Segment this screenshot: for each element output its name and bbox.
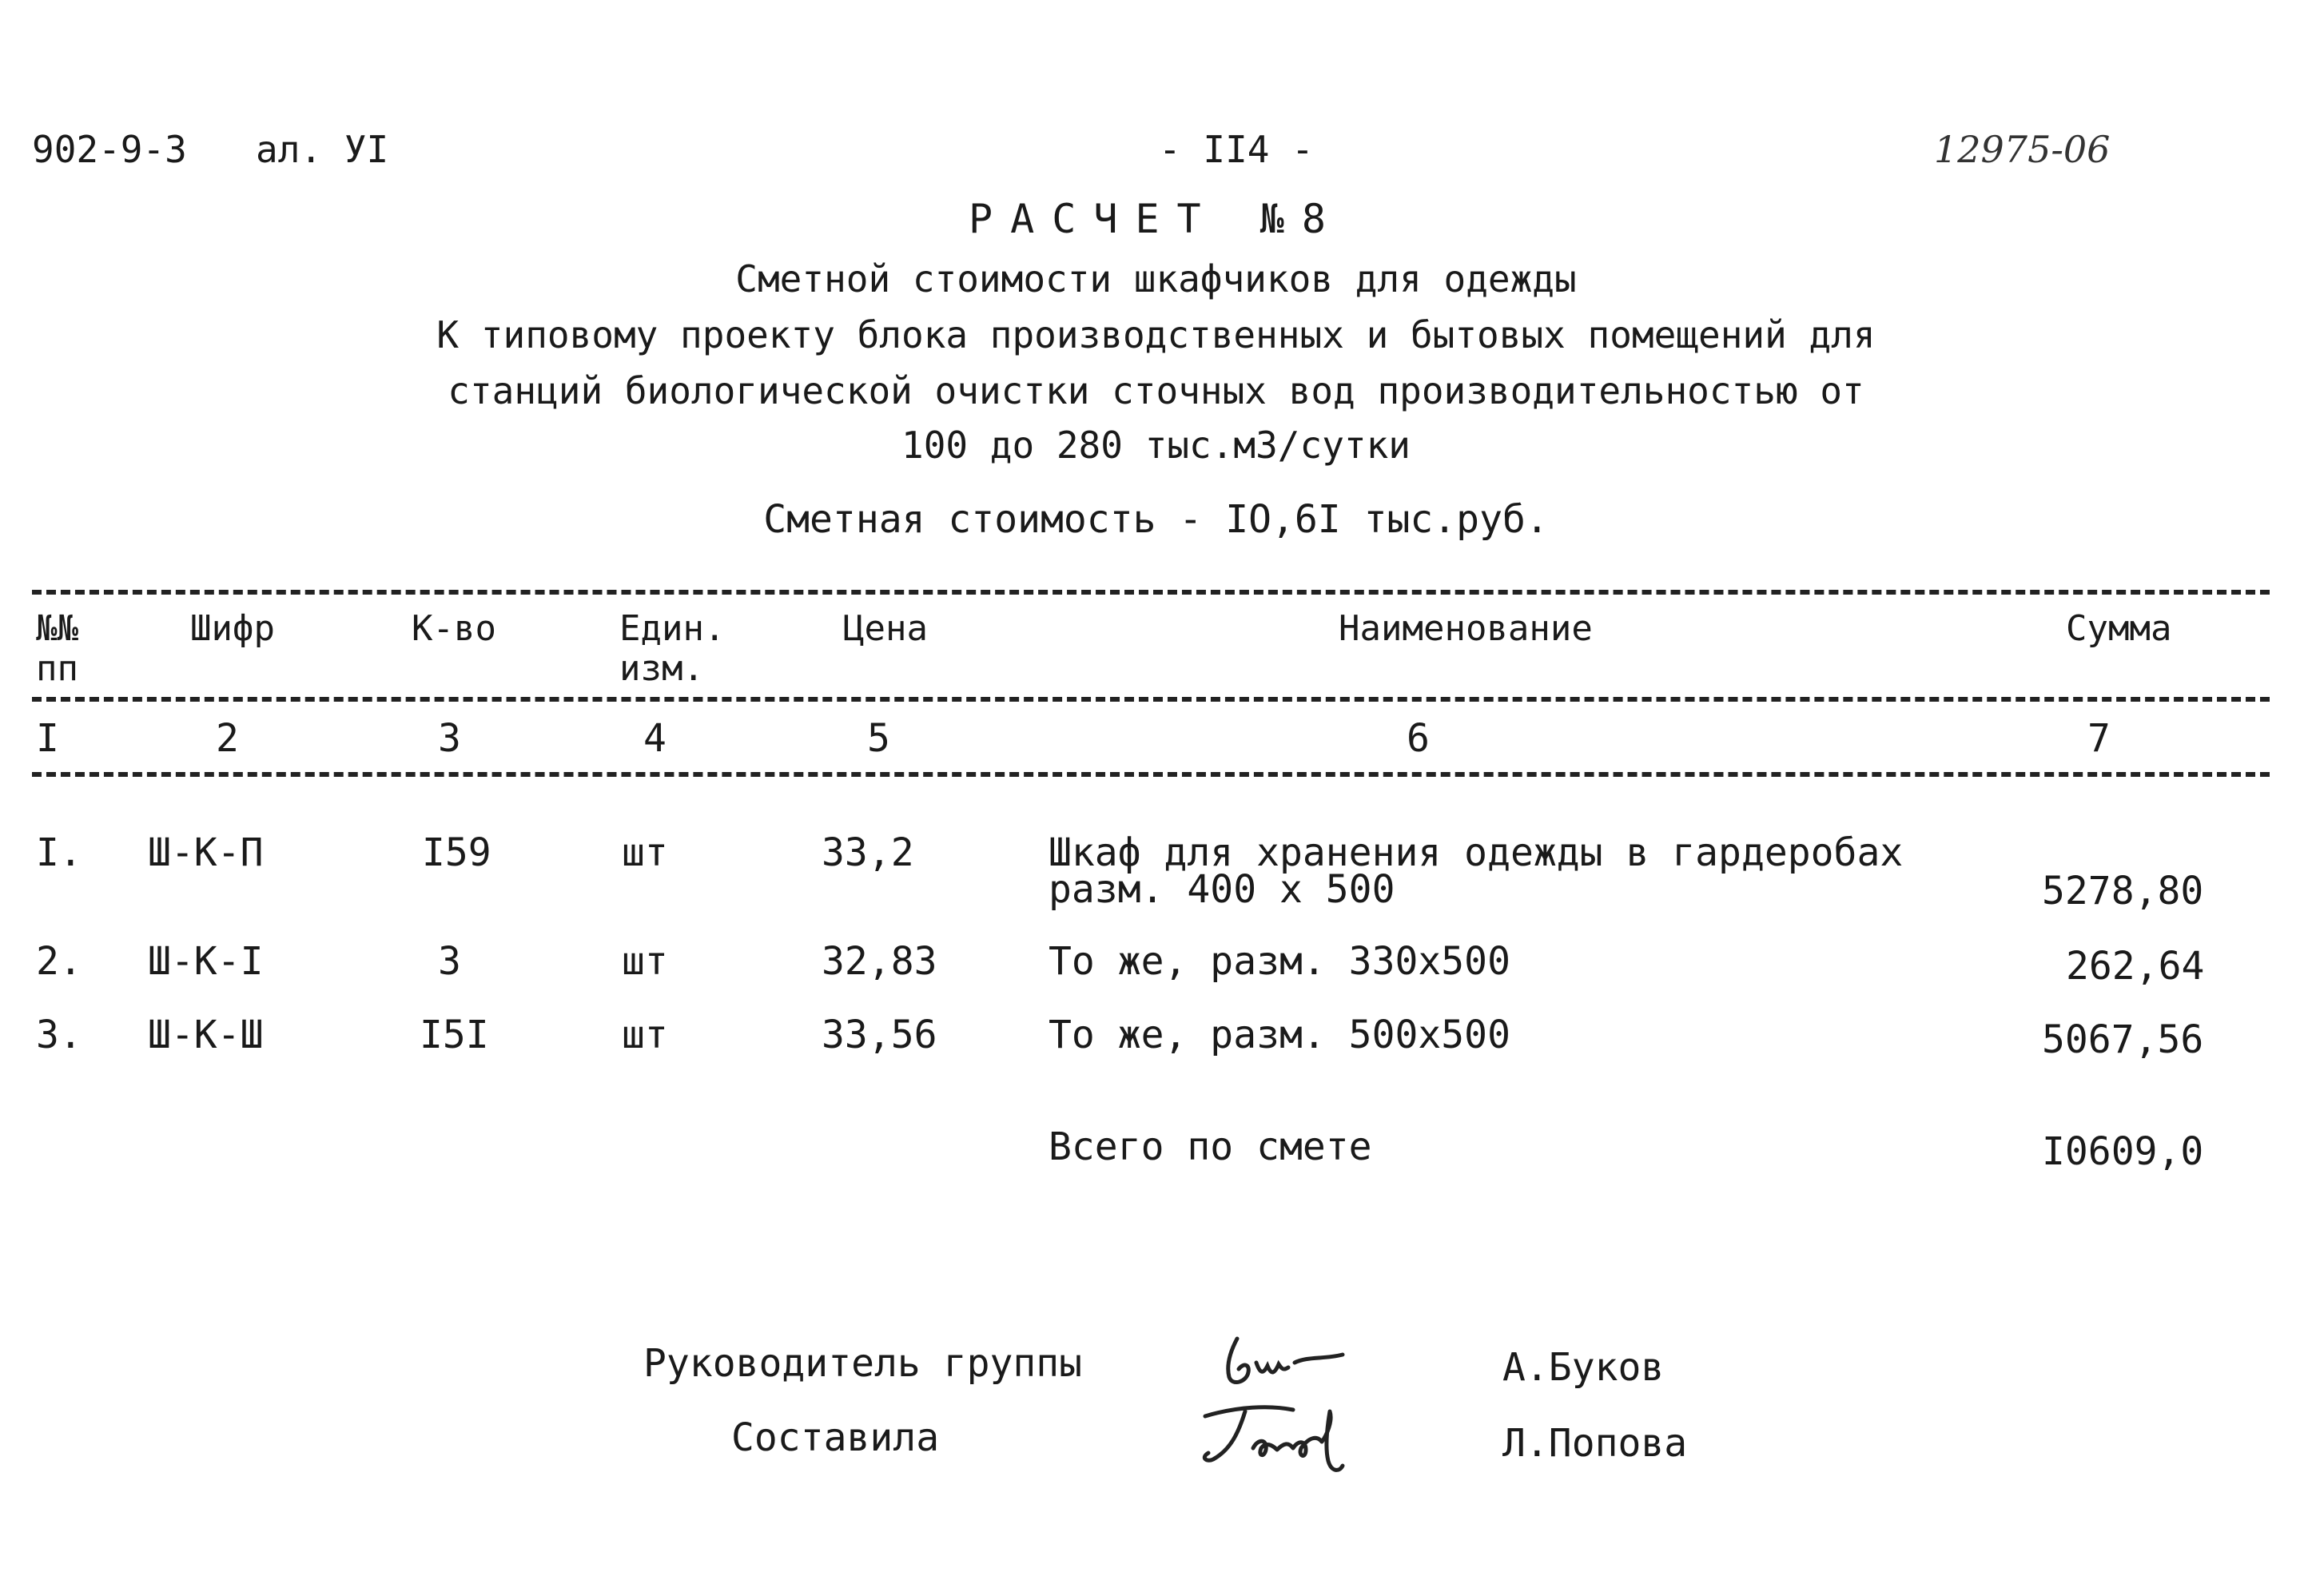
subtitle-line-2: К типовому проекту блока производственных и бытовых помещений для <box>436 313 1876 356</box>
album-number: ал. УI <box>256 128 389 171</box>
column-number: 7 <box>2087 716 2111 761</box>
document-title: РАСЧЕТ №8 <box>969 196 1343 242</box>
estimated-cost: Сметная стоимость - IO,6I тыс.руб. <box>763 497 1549 542</box>
row-no: I. <box>36 830 82 875</box>
row-unit: шт <box>622 1013 668 1057</box>
compiler-signature <box>1189 1392 1397 1480</box>
header-sum: Сумма <box>2066 608 2172 649</box>
head-signature <box>1215 1331 1375 1395</box>
row-name: То же, разм. 500х500 <box>1049 1013 1510 1057</box>
head-role: Руководитель группы <box>643 1341 1083 1386</box>
row-price: 33,56 <box>822 1013 937 1057</box>
column-number: 6 <box>1407 716 1430 761</box>
page-number: - II4 - <box>1159 128 1314 171</box>
row-price: 32,83 <box>822 939 937 984</box>
row-no: 3. <box>36 1013 82 1057</box>
header-name: Наименование <box>1339 608 1593 649</box>
subtitle-line-3: станций биологической очистки сточных вод производительностью от <box>448 369 1864 412</box>
row-code: Ш-К-I <box>148 939 264 984</box>
subtitle-line-4: 100 до 280 тыс.м3/сутки <box>901 424 1411 467</box>
header-price: Цена <box>843 608 928 649</box>
row-unit: шт <box>622 939 668 984</box>
row-no: 2. <box>36 939 82 984</box>
row-price: 33,2 <box>822 830 914 875</box>
column-number: 3 <box>438 716 461 761</box>
column-number: 5 <box>867 716 890 761</box>
subtitle-line-1: Сметной стоимости шкафчиков для одежды <box>735 257 1577 300</box>
header-unit: Един. изм. <box>619 608 726 689</box>
row-code: Ш-К-П <box>148 830 264 875</box>
compiler-role: Составила <box>731 1415 940 1460</box>
row-qty: 3 <box>438 939 461 984</box>
row-unit: шт <box>622 830 668 875</box>
compiler-name: Л.Попова <box>1502 1421 1688 1466</box>
row-name: То же, разм. 330х500 <box>1049 939 1510 984</box>
column-number: I <box>36 716 59 761</box>
column-number: 4 <box>643 716 667 761</box>
document-series: 902-9-3 <box>32 128 187 171</box>
total-label: Всего по смете <box>1049 1124 1372 1169</box>
row-qty: I59 <box>422 830 491 875</box>
table-rule-header <box>32 697 2270 702</box>
row-sum: 5278,80 <box>2042 869 2204 913</box>
handwritten-code: 12975-06 <box>1934 128 2111 171</box>
column-number: 2 <box>216 716 239 761</box>
row-sum: 5067,56 <box>2042 1017 2204 1062</box>
total-value: I0609,0 <box>2042 1129 2204 1174</box>
head-name: А.Буков <box>1502 1345 1665 1390</box>
header-no: №№ пп <box>36 608 78 689</box>
row-code: Ш-К-Ш <box>148 1013 264 1057</box>
table-rule-numbers <box>32 772 2270 777</box>
table-rule-top <box>32 590 2270 595</box>
row-qty: I5I <box>420 1013 489 1057</box>
header-qty: К-во <box>412 608 496 649</box>
header-code: Шифр <box>190 608 275 649</box>
row-name: Шкаф для хранения одежды в гардеробах разм. 400 х 500 <box>1049 830 1904 912</box>
row-sum: 262,64 <box>2066 944 2205 989</box>
